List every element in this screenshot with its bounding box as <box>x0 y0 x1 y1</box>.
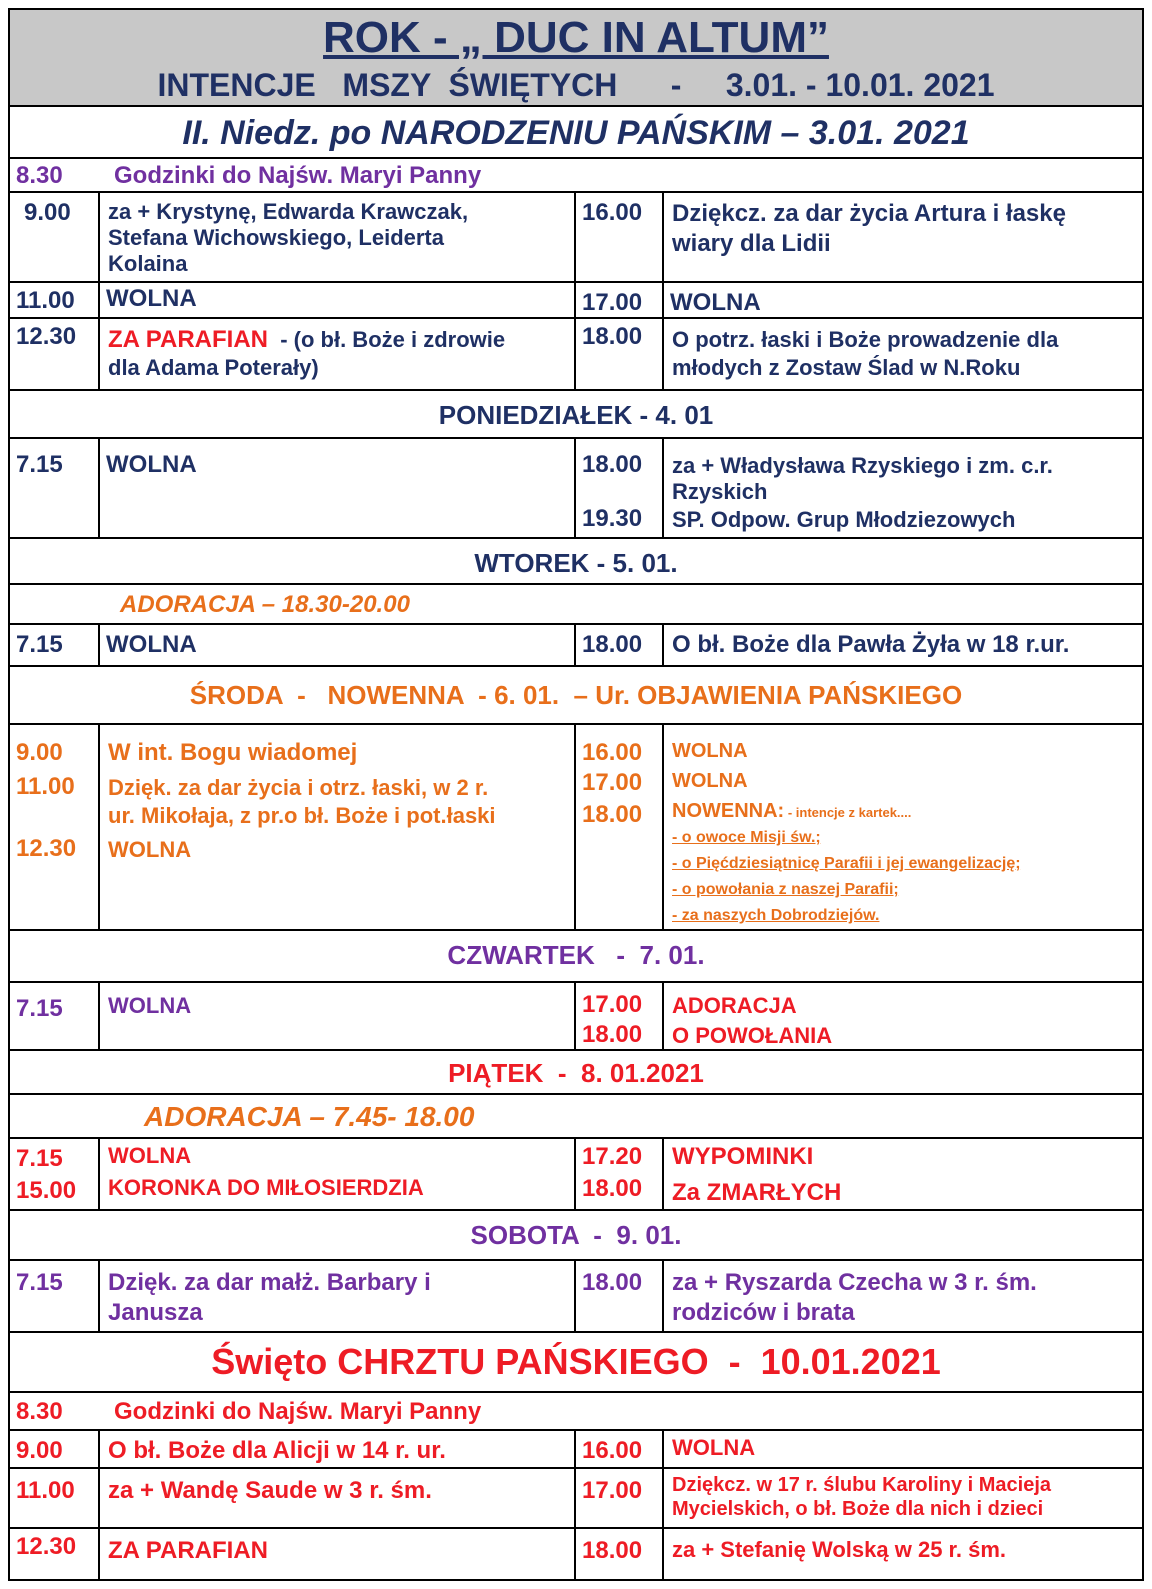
intention: WOLNA <box>108 1143 192 1168</box>
adoracja-note: ADORACJA – 7.45- 18.00 <box>144 1101 475 1132</box>
thursday-header <box>10 931 1142 983</box>
tuesday-row <box>10 625 1142 667</box>
intention: WOLNA <box>108 993 192 1018</box>
nowenna-item: - o Pięćdziesiątnicę Parafii i jej ewangelizację; <box>672 855 1021 872</box>
time: 7.15 <box>16 1269 63 1296</box>
time: 17.00 <box>582 289 643 316</box>
friday-adoracja <box>10 1095 1142 1139</box>
sunday-title: II. Niedz. po NARODZENIU PAŃSKIM – 3.01. 2021 <box>182 114 970 152</box>
time: 7.15 <box>16 451 63 478</box>
time: 18.00 <box>582 1269 643 1296</box>
time: 11.00 <box>16 287 75 314</box>
intention: O POWOŁANIA <box>672 1023 833 1048</box>
time: 12.30 <box>16 835 77 862</box>
intention-line: młodych z Zostaw Ślad w N.Roku <box>672 355 1021 380</box>
intention: WYPOMINKI <box>672 1143 814 1170</box>
intention: Za ZMARŁYCH <box>672 1179 842 1206</box>
time: 18.00 <box>582 801 643 828</box>
intention-line: Kolaina <box>108 251 188 276</box>
intention: WOLNA <box>106 285 197 312</box>
day-title: WTOREK - 5. 01. <box>474 548 678 578</box>
time: 18.00 <box>582 1175 643 1202</box>
nowenna-label: NOWENNA: <box>672 800 785 822</box>
intention: za + Wandę Saude w 3 r. śm. <box>108 1477 432 1504</box>
intention-line: Dziękcz. za dar życia Artura i łaskę <box>672 200 1066 227</box>
sunday2-row2 <box>10 1469 1142 1529</box>
intention-line: O potrz. łaski i Boże prowadzenie dla <box>672 327 1059 352</box>
thursday-row <box>10 983 1142 1051</box>
intention-line: za + Władysława Rzyskiego i zm. c.r. <box>672 453 1053 478</box>
intention-line: Rzyskich <box>672 479 768 504</box>
time: 18.00 <box>582 1021 643 1048</box>
wednesday-header <box>10 667 1142 725</box>
time: 17.00 <box>582 769 643 796</box>
time: 11.00 <box>16 1477 75 1504</box>
day-title: PIĄTEK - 8. 01.2021 <box>448 1058 704 1088</box>
day-title: ŚRODA - NOWENNA - 6. 01. – Ur. OBJAWIENIA PAŃSKIEGO <box>189 680 963 710</box>
sunday2-row1 <box>10 1431 1142 1469</box>
adoracja-note: ADORACJA – 18.30-20.00 <box>120 591 410 618</box>
time: 7.15 <box>16 631 63 658</box>
intention-line: wiary dla Lidii <box>672 230 831 257</box>
intention <box>672 799 1138 825</box>
intention-line: Stefana Wichowskiego, Leiderta <box>108 225 444 250</box>
intention-line: SP. Odpow. Grup Młodziezowych <box>672 507 1016 532</box>
time: 18.00 <box>582 451 643 478</box>
time: 19.30 <box>582 505 643 532</box>
intention: WOLNA <box>108 837 192 862</box>
monday-header <box>10 391 1142 439</box>
intention: O bł. Boże dla Alicji w 14 r. ur. <box>108 1437 446 1464</box>
intention: ZA PARAFIAN <box>108 1537 268 1564</box>
sunday2-godzinki <box>10 1393 1142 1431</box>
tuesday-adoracja <box>10 585 1142 625</box>
intention: WOLNA <box>672 740 748 762</box>
monday-row <box>10 439 1142 539</box>
time: 8.30 <box>16 1398 63 1425</box>
intention: W int. Bogu wiadomej <box>108 739 358 766</box>
za-parafian: ZA PARAFIAN <box>108 326 268 353</box>
time: 15.00 <box>16 1177 77 1204</box>
time: 9.00 <box>16 739 63 766</box>
friday-header <box>10 1051 1142 1095</box>
intention-line: za + Ryszarda Czecha w 3 r. śm. <box>672 1269 1037 1296</box>
intention: WOLNA <box>106 451 197 478</box>
intention-line: za + Krystynę, Edwarda Krawczak, <box>108 199 469 224</box>
intention-line: rodziców i brata <box>672 1299 855 1326</box>
saturday-header <box>10 1211 1142 1261</box>
time: 16.00 <box>582 1437 643 1464</box>
day-title: SOBOTA - 9. 01. <box>470 1220 682 1250</box>
title: ROK - „ DUC IN ALTUM” <box>323 13 829 62</box>
header <box>10 10 1142 107</box>
intention-line: Dzięk. za dar życia i otrz. łaski, w 2 r. <box>108 775 489 800</box>
time: 7.15 <box>16 1145 63 1172</box>
sunday2-header <box>10 1333 1142 1393</box>
intention-line: Dzięk. za dar małż. Barbary i <box>108 1269 431 1296</box>
tuesday-header <box>10 539 1142 585</box>
intention-line: dla Adama Poterały) <box>108 355 319 380</box>
time: 16.00 <box>582 739 643 766</box>
time: 11.00 <box>16 773 75 800</box>
time: 8.30 <box>16 162 63 189</box>
nowenna-note: - intencje z kartek.... <box>784 805 912 820</box>
sunday1-godzinki <box>10 159 1142 193</box>
intention: Godzinki do Najśw. Maryi Panny <box>114 162 482 189</box>
time: 17.00 <box>582 1477 643 1504</box>
friday-row <box>10 1139 1142 1211</box>
sunday1-row1 <box>10 193 1142 283</box>
sunday2-row3 <box>10 1529 1142 1581</box>
subtitle: INTENCJE MSZY ŚWIĘTYCH - 3.01. - 10.01. 2021 <box>157 67 995 103</box>
sunday1-row2 <box>10 283 1142 319</box>
sunday1-row3 <box>10 319 1142 391</box>
intention-line <box>108 327 570 353</box>
saturday-row <box>10 1261 1142 1333</box>
time: 12.30 <box>16 323 77 350</box>
intention: KORONKA DO MIŁOSIERDZIA <box>108 1175 424 1200</box>
time: 9.00 <box>24 199 71 226</box>
time: 18.00 <box>582 631 643 658</box>
nowenna-item: - o powołania z naszej Parafii; <box>672 881 899 898</box>
intention-line: Janusza <box>108 1299 203 1326</box>
intention: Godzinki do Najśw. Maryi Panny <box>114 1398 482 1425</box>
intention-line: ur. Mikołaja, z pr.o bł. Boże i pot.łaski <box>108 803 496 828</box>
intention: O bł. Boże dla Pawła Żyła w 18 r.ur. <box>672 631 1070 658</box>
time: 18.00 <box>582 1537 643 1564</box>
day-title: PONIEDZIAŁEK - 4. 01 <box>438 400 714 430</box>
nowenna-item: - za naszych Dobrodziejów. <box>672 907 880 924</box>
intention-line: Mycielskich, o bł. Boże dla nich i dzieci <box>672 1498 1044 1520</box>
intention: WOLNA <box>670 289 761 316</box>
intentions-sheet <box>8 8 1144 1581</box>
nowenna-item: - o owoce Misji św.; <box>672 829 821 846</box>
sunday-header <box>10 107 1142 159</box>
time: 17.00 <box>582 991 643 1018</box>
intention: WOLNA <box>672 770 748 792</box>
intention: za + Stefanię Wolską w 25 r. śm. <box>672 1537 1007 1562</box>
time: 12.30 <box>16 1533 77 1560</box>
intention-line: Dziękcz. w 17 r. ślubu Karoliny i Macieja <box>672 1474 1052 1496</box>
time: 7.15 <box>16 995 63 1022</box>
time: 9.00 <box>16 1437 63 1464</box>
sunday-title: Święto CHRZTU PAŃSKIEGO - 10.01.2021 <box>211 1341 941 1382</box>
time: 17.20 <box>582 1143 643 1170</box>
intention: WOLNA <box>106 631 197 658</box>
intention-rest: - (o bł. Boże i zdrowie <box>267 327 506 352</box>
intention: WOLNA <box>672 1435 756 1460</box>
intention: ADORACJA <box>672 993 797 1018</box>
time: 18.00 <box>582 323 643 350</box>
wednesday-row <box>10 725 1142 931</box>
day-title: CZWARTEK - 7. 01. <box>447 940 705 970</box>
time: 16.00 <box>582 199 643 226</box>
